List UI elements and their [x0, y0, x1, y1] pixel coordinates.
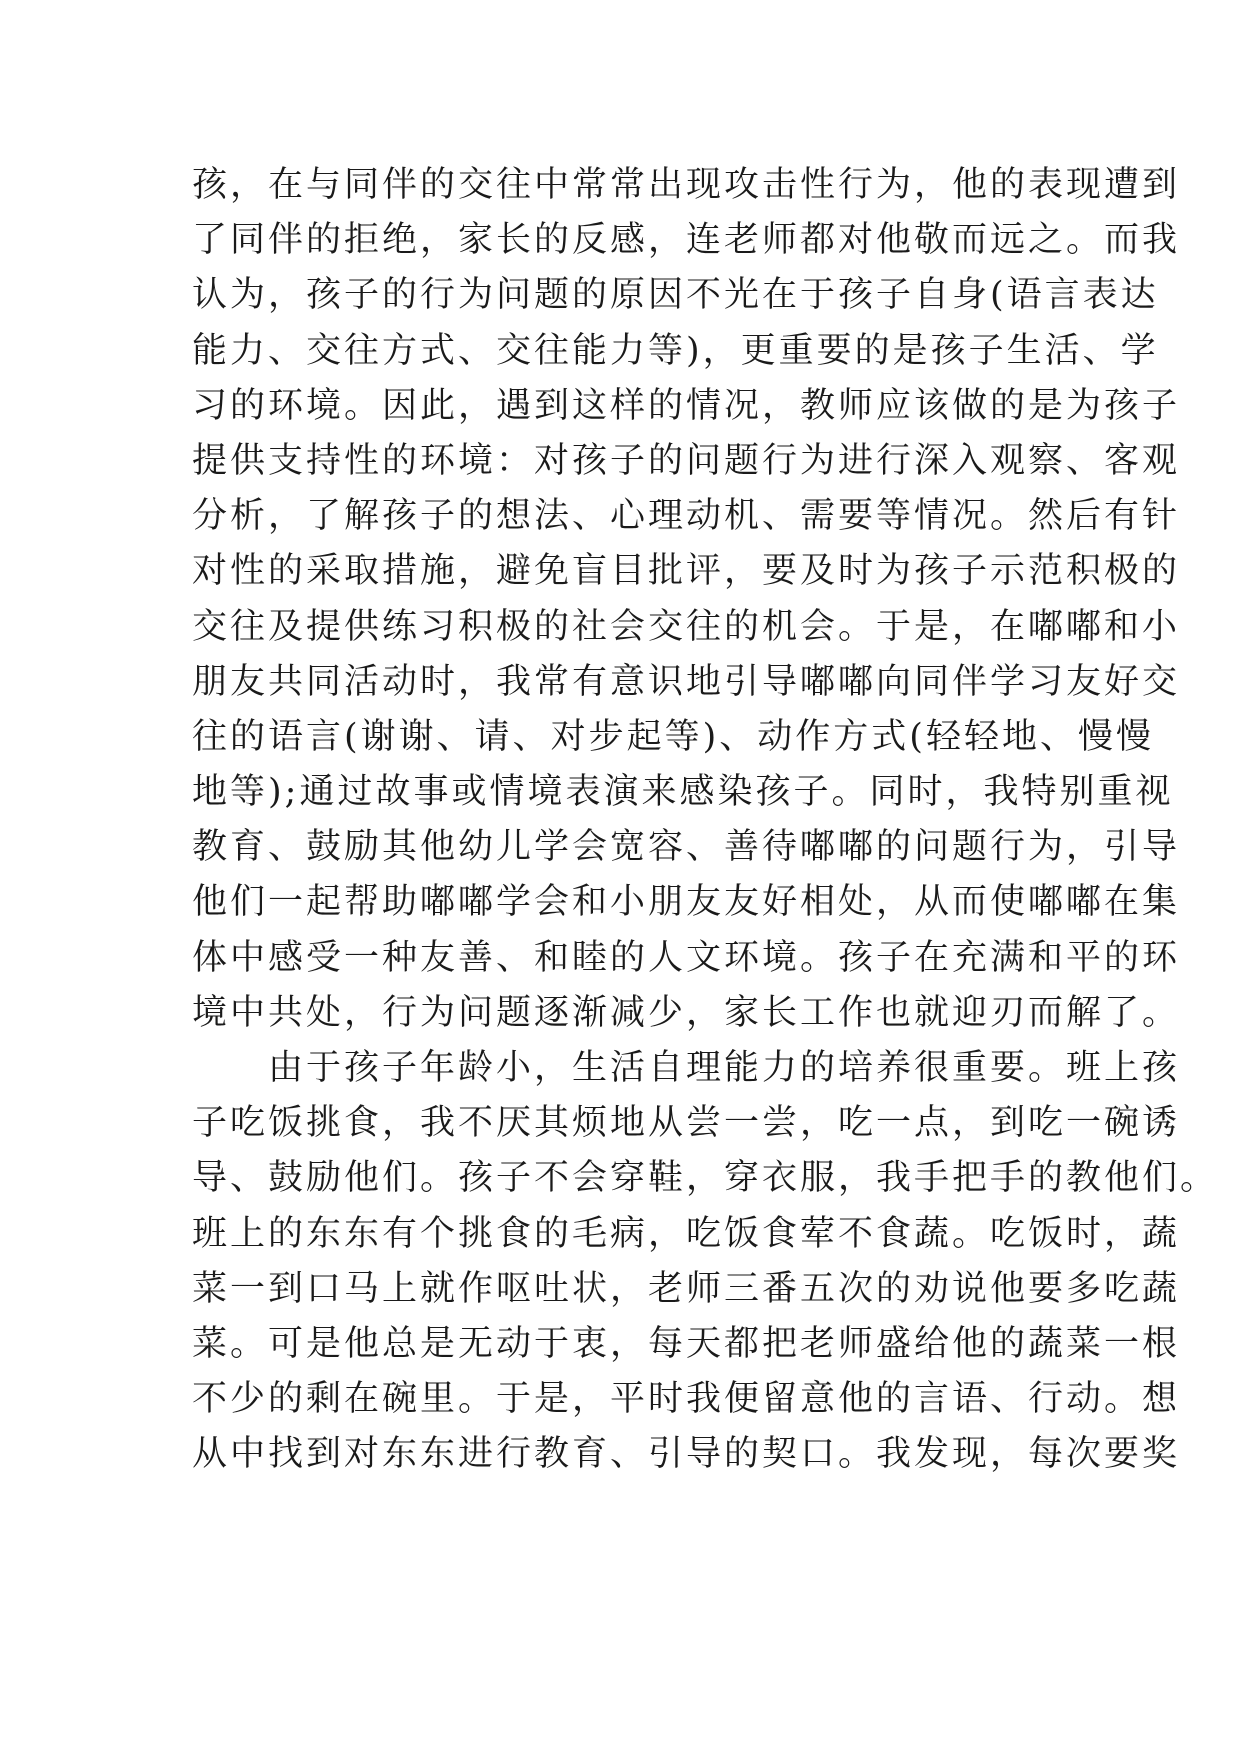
- text-line: 往的语言(谢谢、请、对步起等)、动作方式(轻轻地、慢慢: [192, 716, 1154, 757]
- text-line: 了同伴的拒绝，家长的反感，连老师都对他敬而远之。而我: [192, 220, 1181, 261]
- text-line: 对性的采取措施，避免盲目批评，要及时为孩子示范积极的: [192, 551, 1181, 592]
- text-line: 习的环境。因此，遇到这样的情况，教师应该做的是为孩子: [192, 385, 1181, 426]
- text-line: 朋友共同活动时，我常有意识地引导嘟嘟向同伴学习友好交: [192, 661, 1181, 702]
- text-line: 由于孩子年龄小，生活自理能力的培养很重要。班上孩: [192, 1048, 1181, 1088]
- text-line: 子吃饭挑食，我不厌其烦地从尝一尝，吃一点，到吃一碗诱: [192, 1103, 1181, 1144]
- text-line: 导、鼓励他们。孩子不会穿鞋，穿衣服，我手把手的教他们。: [192, 1158, 1219, 1199]
- text-line: 从中找到对东东进行教育、引导的契口。我发现，每次要奖: [192, 1434, 1181, 1475]
- text-line: 能力、交往方式、交往能力等)，更重要的是孩子生活、学: [192, 330, 1159, 371]
- text-line: 体中感受一种友善、和睦的人文环境。孩子在充满和平的环: [192, 937, 1181, 978]
- text-line: 菜。可是他总是无动于衷，每天都把老师盛给他的蔬菜一根: [192, 1323, 1181, 1364]
- text-line: 地等);通过故事或情境表演来感染孩子。同时，我特别重视: [192, 772, 1174, 813]
- text-line: 教育、鼓励其他幼儿学会宽容、善待嘟嘟的问题行为，引导: [192, 827, 1181, 868]
- text-line: 菜一到口马上就作呕吐状，老师三番五次的劝说他要多吃蔬: [192, 1268, 1181, 1309]
- body-text: [192, 158, 1219, 1483]
- text-line: 他们一起帮助嘟嘟学会和小朋友友好相处，从而使嘟嘟在集: [192, 882, 1181, 923]
- text-line: 境中共处，行为问题逐渐减少，家长工作也就迎刃而解了。: [192, 992, 1181, 1033]
- text-line: 认为，孩子的行为问题的原因不光在于孩子自身(语言表达: [192, 275, 1159, 316]
- text-line: 提供支持性的环境：对孩子的问题行为进行深入观察、客观: [192, 440, 1181, 481]
- text-line: 孩，在与同伴的交往中常常出现攻击性行为，他的表现遭到: [192, 165, 1181, 205]
- text-line: 交往及提供练习积极的社会交往的机会。于是，在嘟嘟和小: [192, 606, 1181, 647]
- text-line: 分析，了解孩子的想法、心理动机、需要等情况。然后有针: [192, 496, 1181, 537]
- text-line: 班上的东东有个挑食的毛病，吃饭食荤不食蔬。吃饭时，蔬: [192, 1213, 1181, 1254]
- text-line: 不少的剩在碗里。于是，平时我便留意他的言语、行动。想: [192, 1379, 1181, 1420]
